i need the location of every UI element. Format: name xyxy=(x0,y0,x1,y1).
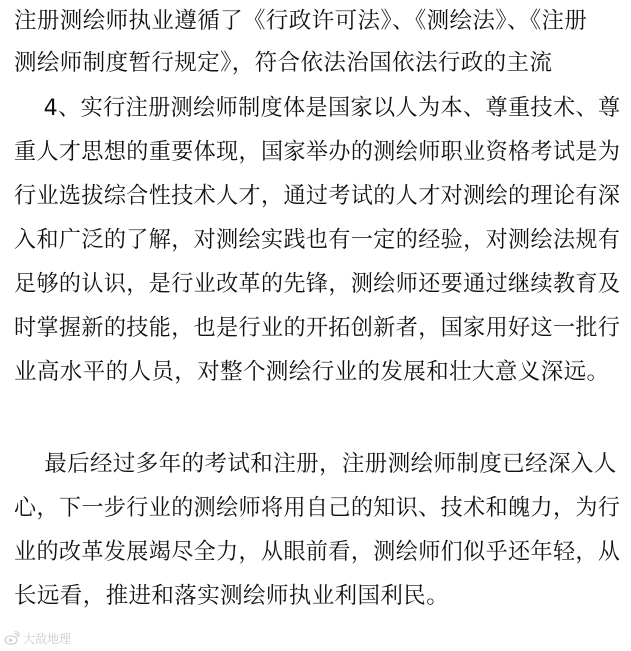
text-line-6: 入和广泛的了解，对测绘实践也有一定的经验，对测绘法规有 xyxy=(14,227,621,253)
text-line-7: 足够的认识，是行业改革的先锋，测绘师还要通过继续教育及 xyxy=(14,271,621,297)
text-line-10: 最后经过多年的考试和注册，注册测绘师制度已经深入人 xyxy=(14,451,617,477)
text-line-13: 长远看，推进和落实测绘师执业利国利民。 xyxy=(14,583,450,609)
text-line-9: 业高水平的人员，对整个测绘行业的发展和壮大意义深远。 xyxy=(14,359,610,385)
watermark xyxy=(4,628,71,648)
text-line-5: 行业选拔综合性技术人才，通过考试的人才对测绘的理论有深 xyxy=(14,183,621,209)
text-line-8: 时掌握新的技能，也是行业的开拓创新者，国家用好这一批行 xyxy=(14,315,621,341)
watermark-text: 大敌地理 xyxy=(23,631,72,646)
text-line-1: 注册测绘师执业遵循了《行政许可法》、《测绘法》、《注册 xyxy=(14,8,588,34)
text-line-12: 业的改革发展竭尽全力，从眼前看，测绘师们似乎还年轻，从 xyxy=(14,539,621,565)
text-line-2: 测绘师制度暂行规定》，符合依法治国依法行政的主流 xyxy=(14,50,553,76)
weibo-logo-icon xyxy=(4,630,20,646)
text-line-3: 4、实行注册测绘师制度体是国家以人为本、尊重技术、尊 xyxy=(14,95,621,121)
text-line-4: 重人才思想的重要体现，国家举办的测绘师职业资格考试是为 xyxy=(14,139,621,165)
text-line-11: 心，下一步行业的测绘师将用自己的知识、技术和魄力，为行 xyxy=(14,495,621,521)
